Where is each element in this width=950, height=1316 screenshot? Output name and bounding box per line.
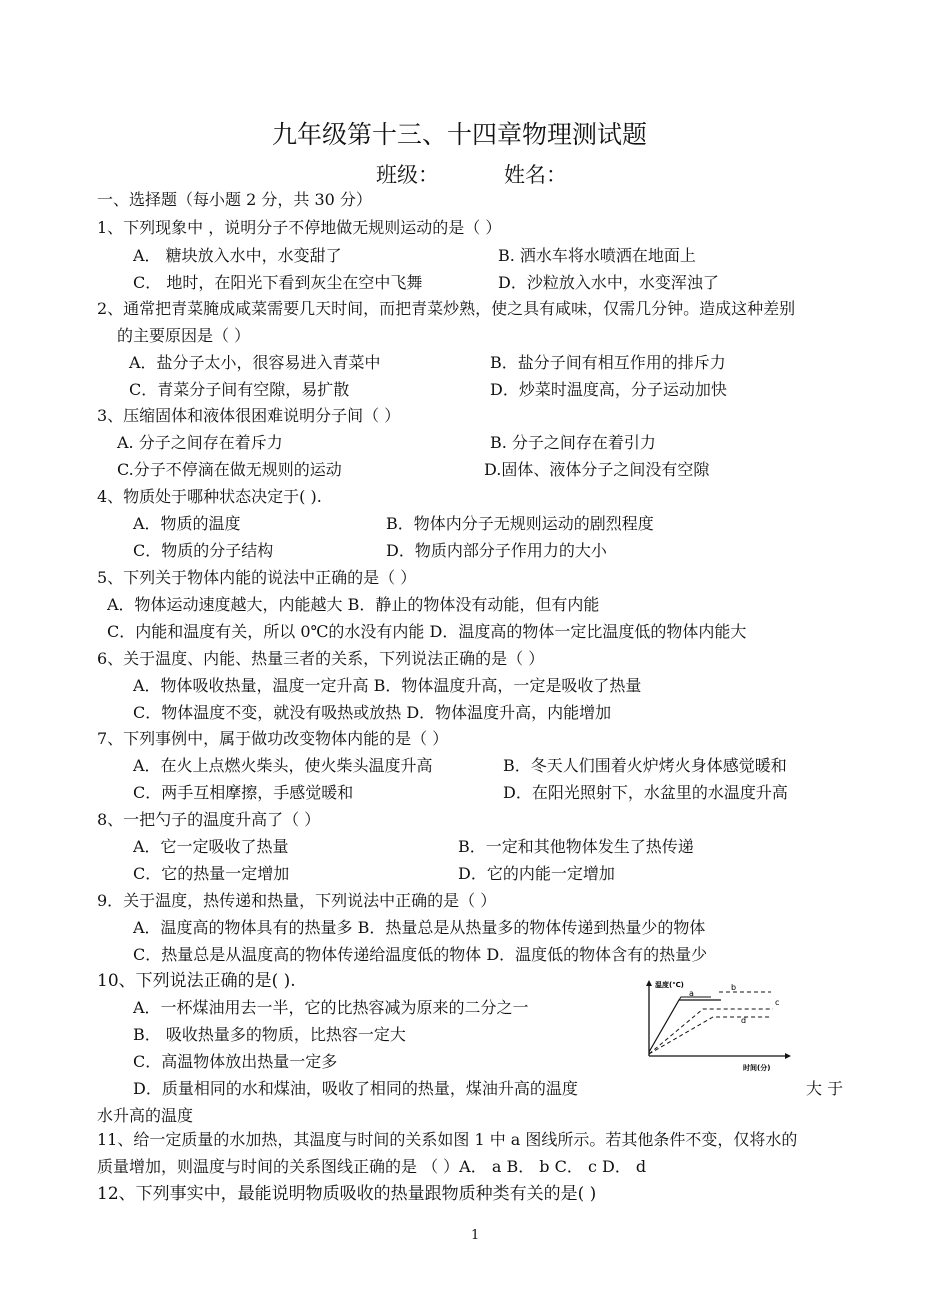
question-1-option-b: B. 洒水车将水喷洒在地面上 xyxy=(498,246,696,265)
question-8-stem: 8、一把勺子的温度升高了（ ） xyxy=(97,810,321,829)
question-10-option-d: D．质量相同的水和煤油，吸收了相同的热量，煤油升高的温度 xyxy=(133,1079,578,1098)
question-3-option-a: A. 分子之间存在着斥力 xyxy=(117,433,283,452)
question-8-option-c: C．它的热量一定增加 xyxy=(133,864,290,883)
question-5-options-ab: A．物体运动速度越大，内能越大 B．静止的物体没有动能，但有内能 xyxy=(107,595,600,614)
question-10-option-b: B． 吸收热量多的物质，比热容一定大 xyxy=(133,1025,406,1044)
question-7-option-a: A．在火上点燃火柴头，使火柴头温度升高 xyxy=(133,756,433,775)
temperature-time-figure xyxy=(643,974,803,1074)
figure-y-label: 温度(℃) xyxy=(655,981,684,989)
question-1-stem: 1、下列现象中 ，说明分子不停地做无规则运动的是（ ） xyxy=(97,218,502,237)
x-axis-arrow xyxy=(785,1053,791,1059)
question-6-options-ab: A．物体吸收热量，温度一定升高 B．物体温度升高，一定是吸收了热量 xyxy=(133,676,642,695)
question-2-stem-line2: 的主要原因是（ ） xyxy=(117,326,251,345)
question-6-options-cd: C．物体温度不变，就没有吸热或放热 D．物体温度升高，内能增加 xyxy=(133,703,612,722)
question-11-line2: 质量增加，则温度与时间的关系图线正确的是 （ ）A． a B． b C． c D． d xyxy=(97,1157,647,1176)
question-2-stem-line1: 2、通常把青菜腌成咸菜需要几天时间，而把青菜炒熟，使之具有咸味，仅需几分钟。造成这种差别 xyxy=(97,299,796,318)
question-10-option-d-tail: 大 于 xyxy=(806,1079,844,1098)
question-9-stem: 9．关于温度，热传递和热量，下列说法中正确的是（ ） xyxy=(97,891,497,910)
question-12-stem: 12、下列事实中，最能说明物质吸收的热量跟物质种类有关的是( ) xyxy=(97,1184,597,1204)
question-6-stem: 6、关于温度、内能、热量三者的关系，下列说法正确的是（ ） xyxy=(97,649,545,668)
question-10-option-c: C．高温物体放出热量一定多 xyxy=(133,1052,338,1071)
question-2-option-a: A．盐分子太小，很容易进入青菜中 xyxy=(129,353,381,372)
question-8-option-a: A．它一定吸收了热量 xyxy=(133,837,289,856)
question-2-option-b: B．盐分子间有相互作用的排斥力 xyxy=(490,353,726,372)
question-2-option-c: C．青菜分子间有空隙，易扩散 xyxy=(129,380,350,399)
name-label: 姓名： xyxy=(504,163,567,187)
question-3-option-d: D.固体、液体分子之间没有空隙 xyxy=(484,460,710,479)
question-9-options-ab: A．温度高的物体具有的热量多 B．热量总是从热量多的物体传递到热量少的物体 xyxy=(133,918,706,937)
curve-c-label: c xyxy=(775,998,780,1007)
question-7-stem: 7、下列事例中，属于做功改变物体内能的是（ ） xyxy=(97,729,449,748)
question-8-option-d: D．它的内能一定增加 xyxy=(458,864,615,883)
question-11-line1: 11、给一定质量的水加热，其温度与时间的关系如图 1 中 a 图线所示。若其他条件不变，仅将水的 xyxy=(97,1130,798,1149)
question-4-option-d: D．物质内部分子作用力的大小 xyxy=(386,541,607,560)
curve-c xyxy=(649,1009,773,1054)
question-7-option-d: D．在阳光照射下，水盆里的水温度升高 xyxy=(503,783,788,802)
question-4-option-a: A．物质的温度 xyxy=(133,514,241,533)
question-5-options-cd: C．内能和温度有关，所以 0℃的水没有内能 D．温度高的物体一定比温度低的物体内能大 xyxy=(107,622,747,641)
section-heading: 一、选择题（每小题 2 分，共 30 分） xyxy=(97,190,372,209)
curve-d xyxy=(649,1017,771,1054)
curve-b-label: b xyxy=(731,983,737,992)
question-5-stem: 5、下列关于物体内能的说法中正确的是（ ） xyxy=(97,568,417,587)
question-2-option-d: D．炒菜时温度高，分子运动加快 xyxy=(490,380,727,399)
question-8-option-b: B．一定和其他物体发生了热传递 xyxy=(458,837,694,856)
question-10-option-d-continued: 水升高的温度 xyxy=(97,1106,194,1125)
page-number: 1 xyxy=(471,1228,480,1243)
question-10-option-a: A．一杯煤油用去一半，它的比热容减为原来的二分之一 xyxy=(133,998,529,1017)
question-4-option-b: B．物体内分子无规则运动的剧烈程度 xyxy=(386,514,654,533)
question-7-option-b: B．冬天人们围着火炉烤火身体感觉暖和 xyxy=(503,756,787,775)
page-title: 九年级第十三、十四章物理测试题 xyxy=(272,120,648,149)
question-1-option-d: D．沙粒放入水中，水变浑浊了 xyxy=(498,273,719,292)
question-3-stem: 3、压缩固体和液体很困难说明分子间（ ） xyxy=(97,406,401,425)
question-10-stem: 10、下列说法正确的是( ). xyxy=(97,971,296,991)
question-1-option-a: A． 糖块放入水中，水变甜了 xyxy=(133,246,342,265)
question-4-option-c: C．物质的分子结构 xyxy=(133,541,274,560)
question-3-option-b: B. 分子之间存在着引力 xyxy=(490,433,656,452)
curve-a-label: a xyxy=(689,989,694,998)
question-9-options-cd: C．热量总是从温度高的物体传递给温度低的物体 D．温度低的物体含有的热量少 xyxy=(133,945,708,964)
figure-x-label: 时间(分) xyxy=(743,1064,771,1072)
question-4-stem: 4、物质处于哪种状态决定于( ). xyxy=(97,487,322,506)
question-3-option-c: C.分子不停滴在做无规则的运动 xyxy=(117,460,342,479)
class-label: 班级： xyxy=(376,163,439,187)
question-1-option-c: C． 地时，在阳光下看到灰尘在空中飞舞 xyxy=(133,273,423,292)
question-7-option-c: C．两手互相摩擦，手感觉暖和 xyxy=(133,783,354,802)
curve-a xyxy=(649,1000,721,1052)
curve-d-label: d xyxy=(741,1016,747,1025)
y-axis-arrow xyxy=(646,980,652,986)
